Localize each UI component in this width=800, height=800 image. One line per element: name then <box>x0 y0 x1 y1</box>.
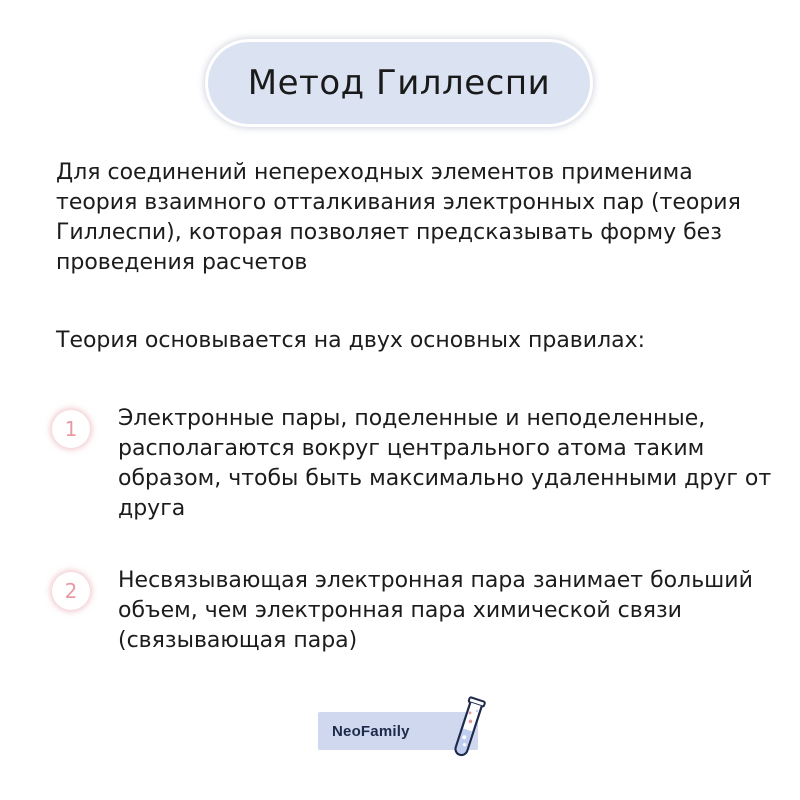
test-tube-icon <box>448 694 488 764</box>
intro-paragraph: Для соединений непереходных элементов применима теория взаимного отталкивания электронных пар (теория Гиллеспи), которая позволяет предсказывать форму без проведения расчетов <box>56 160 741 275</box>
number-badge-2: 2 <box>52 572 90 610</box>
rule-text-2: Несвязывающая электронная пара занимает больший объем, чем электронная пара химической связи (связывающая пара) <box>118 568 753 653</box>
number-badge-1: 1 <box>52 410 90 448</box>
rules-intro-paragraph: Теория основывается на двух основных правилах: <box>56 328 646 353</box>
rule-text-1: Электронные пары, поделенные и неподеленные, располагаются вокруг центрального атома таким образом, чтобы быть максимально удаленными друг от друга <box>118 406 772 521</box>
brand-logo <box>318 694 488 764</box>
logo-text: NeoFamily <box>332 722 410 740</box>
title-pill <box>208 42 590 124</box>
page-title: Метод Гиллеспи <box>247 63 551 103</box>
